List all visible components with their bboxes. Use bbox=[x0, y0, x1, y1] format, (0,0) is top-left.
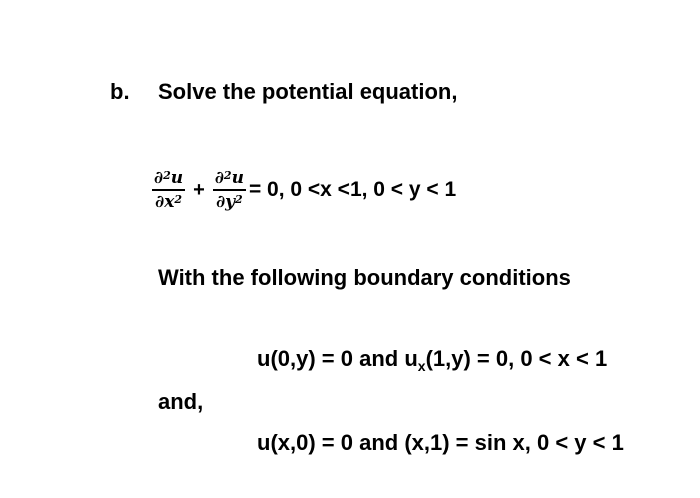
plus-operator: + bbox=[193, 178, 205, 201]
boundary-condition-2: u(x,0) = 0 and (x,1) = sin x, 0 < y < 1 bbox=[257, 430, 624, 455]
fraction-denominator: $\partial y^2$ bbox=[216, 192, 243, 212]
equation-rhs: = 0, 0 <x <1, 0 < y < 1 bbox=[248, 178, 457, 201]
problem-marker: b. bbox=[110, 79, 130, 104]
potential-equation bbox=[152, 160, 456, 220]
fraction-numerator: ∂$^2$u bbox=[152, 168, 185, 191]
problem-question: Solve the potential equation, bbox=[158, 79, 458, 104]
fraction-numerator: ∂$^2$u bbox=[213, 168, 246, 191]
boundary-condition-1: u(0,y) = 0 and $u_x(1,y) = 0$, 0 < x < 1 bbox=[257, 346, 608, 374]
and-label: and, bbox=[158, 389, 204, 414]
boundary-intro: With the following boundary conditions bbox=[158, 265, 571, 290]
fraction-d2u-dx2 bbox=[152, 168, 185, 212]
subscript-x: x bbox=[417, 358, 426, 374]
fraction-denominator: $\partial x^2$ bbox=[155, 192, 182, 212]
fraction-d2u-dy2 bbox=[213, 168, 246, 212]
